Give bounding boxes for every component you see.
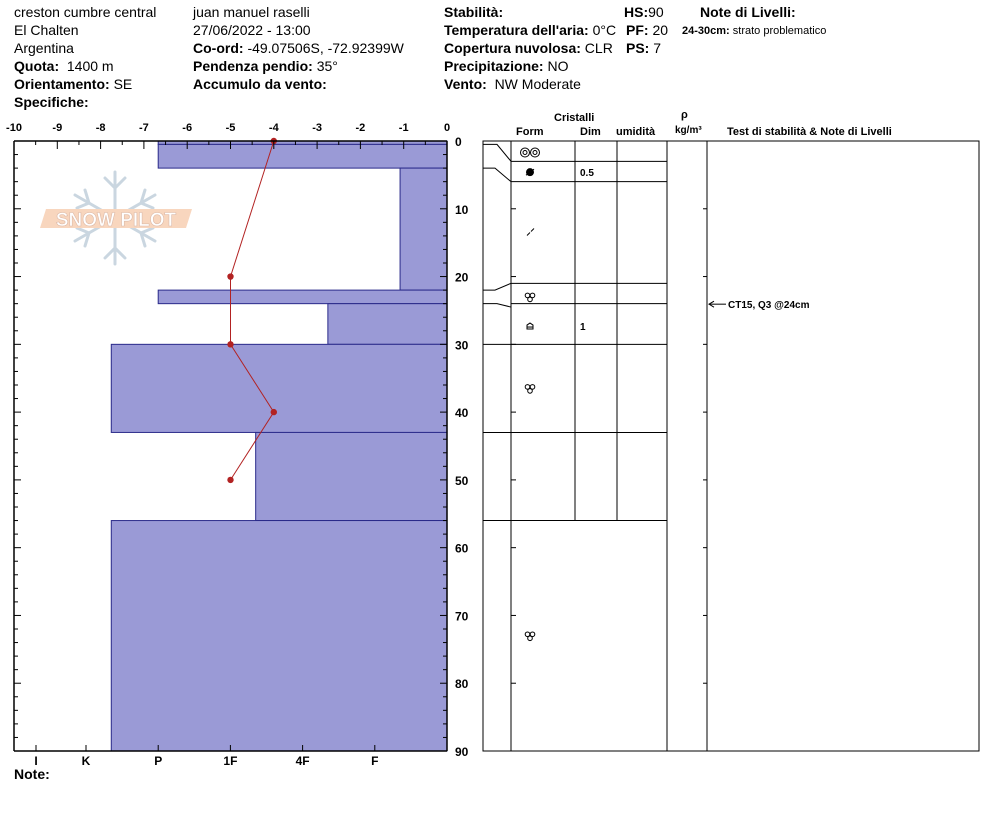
layer-note-text: strato problematico (732, 25, 827, 37)
hs-label: HS: (624, 4, 649, 20)
cloud-value: CLR (584, 40, 613, 56)
temperature-point (271, 409, 277, 415)
hardness-layers (111, 141, 447, 751)
hardness-label: P (154, 754, 163, 768)
snowpilot-logo (40, 172, 192, 264)
temperature-point (227, 341, 233, 347)
crystal-circle (528, 636, 533, 641)
layer-connector (483, 144, 511, 161)
temp-tick-label: -2 (355, 122, 366, 134)
elevation-label: Quota: (14, 58, 60, 74)
layer-notes-title: Note di Livelli: (700, 4, 796, 20)
hardness-layer-6 (256, 432, 447, 520)
aspect-label: Orientamento: (14, 76, 110, 92)
location-line-3: Argentina (14, 40, 74, 56)
notes-label: Note: (14, 766, 50, 782)
temp-tick-label: -9 (52, 122, 63, 134)
depth-tick-label: 40 (455, 406, 469, 421)
tests-header: Test di stabilità & Note di Livelli (727, 126, 892, 138)
stability-test-label: CT15, Q3 @24cm (728, 300, 810, 312)
slope-value: 35° (316, 58, 338, 74)
slope-label: Pendenza pendio: (193, 58, 313, 74)
moisture-header: umidità (616, 126, 656, 138)
hardness-layer-4 (328, 304, 447, 345)
location-line-2: El Chalten (14, 22, 79, 38)
crystal-form-melt-clusters (525, 385, 535, 394)
hardness-layer-2 (400, 168, 447, 290)
depth-tick-label: 0 (455, 135, 462, 149)
crystal-stroke (527, 233, 530, 236)
crystal-form-melt-clusters (525, 293, 535, 302)
aspect-value: SE (113, 76, 133, 92)
table-frame (483, 141, 979, 751)
crystal-circle (528, 389, 533, 394)
crystal-circle (531, 148, 540, 157)
crystal-circle (521, 148, 530, 157)
hs-value: 90 (648, 4, 664, 20)
size-header: Dim (580, 126, 601, 138)
crystal-table (483, 141, 979, 751)
temp-tick-label: 0 (443, 122, 451, 134)
location-line-1: creston cumbre central (14, 4, 157, 20)
crystal-circle (523, 151, 527, 155)
hardness-label: F (371, 754, 379, 768)
depth-tick-label: 10 (455, 202, 469, 217)
layer-connector (483, 168, 511, 182)
crystal-shape (527, 323, 533, 329)
specifics-label: Specifiche: (14, 94, 89, 110)
depth-tick-label: 30 (455, 338, 469, 353)
hardness-layer-7 (111, 521, 447, 751)
coord-label: Co-ord: (193, 40, 244, 56)
temp-tick-label: -10 (6, 122, 22, 134)
hardness-layer-5 (111, 344, 447, 432)
temp-tick-label: -7 (139, 122, 149, 134)
air-temp-value: 0°C (592, 22, 617, 38)
hardness-label: I (34, 754, 38, 768)
layer-connector (483, 283, 511, 290)
crystal-form-melt-forms (521, 148, 540, 157)
temp-tick-label: -6 (182, 122, 193, 134)
pf-value: 20 (652, 22, 669, 38)
precip-value: NO (547, 58, 569, 74)
elevation-value: 1400 m (66, 58, 114, 74)
crystals-header: Cristalli (554, 112, 595, 124)
depth-tick-label: 20 (455, 270, 469, 285)
air-temp-label: Temperatura dell'aria: (444, 22, 589, 38)
temp-tick-label: -1 (398, 122, 409, 134)
pf-label: PF: (626, 22, 649, 38)
hardness-label: 4F (295, 754, 310, 768)
crystal-size: 0.5 (580, 168, 594, 180)
ps-label: PS: (626, 40, 650, 56)
depth-tick-label: 50 (455, 473, 469, 488)
rho-header: ρ (681, 109, 688, 121)
wind-label: Vento: (444, 76, 487, 92)
temp-tick-label: -5 (225, 122, 236, 134)
depth-tick-label: 70 (455, 609, 469, 624)
depth-tick-label: 60 (455, 541, 469, 556)
crystal-circle (533, 151, 537, 155)
crystal-form-rounded-melt (526, 169, 534, 176)
ps-value: 7 (653, 40, 662, 56)
crystal-form-melt-clusters (525, 632, 535, 641)
rho-unit: kg/m³ (675, 125, 702, 136)
hardness-label: 1F (223, 754, 238, 768)
wind-value: NW Moderate (494, 76, 581, 92)
temp-tick-label: -3 (312, 122, 322, 134)
temperature-point (227, 273, 233, 279)
cloud-label: Copertura nuvolosa: (444, 40, 581, 56)
temp-tick-label: -4 (268, 122, 279, 134)
crystal-form-faceted (527, 323, 533, 329)
hardness-label: K (81, 754, 91, 768)
crystal-size: 1 (580, 322, 586, 334)
datetime: 27/06/2022 - 13:00 (193, 22, 311, 38)
depth-tick-label: 90 (455, 745, 469, 759)
precip-label: Precipitazione: (444, 58, 544, 74)
stability-label: Stabilità: (444, 4, 504, 20)
layer-connector (483, 304, 511, 307)
coord-value: -49.07506S, -72.92399W (247, 40, 404, 56)
snowpilot-logo-text: SNOW PILOT (55, 210, 177, 231)
crystal-form-decomposed (527, 229, 534, 236)
temperature-point (227, 477, 233, 483)
hardness-layer-3 (158, 290, 447, 304)
layer-note-range: 24-30cm: (682, 25, 730, 37)
temp-tick-label: -8 (95, 122, 106, 134)
wind-load-label: Accumulo da vento: (193, 76, 327, 92)
depth-tick-label: 80 (455, 677, 469, 692)
crystal-stroke (531, 229, 534, 232)
observer: juan manuel raselli (193, 4, 310, 20)
crystal-circle (528, 297, 533, 302)
form-header: Form (516, 126, 544, 138)
